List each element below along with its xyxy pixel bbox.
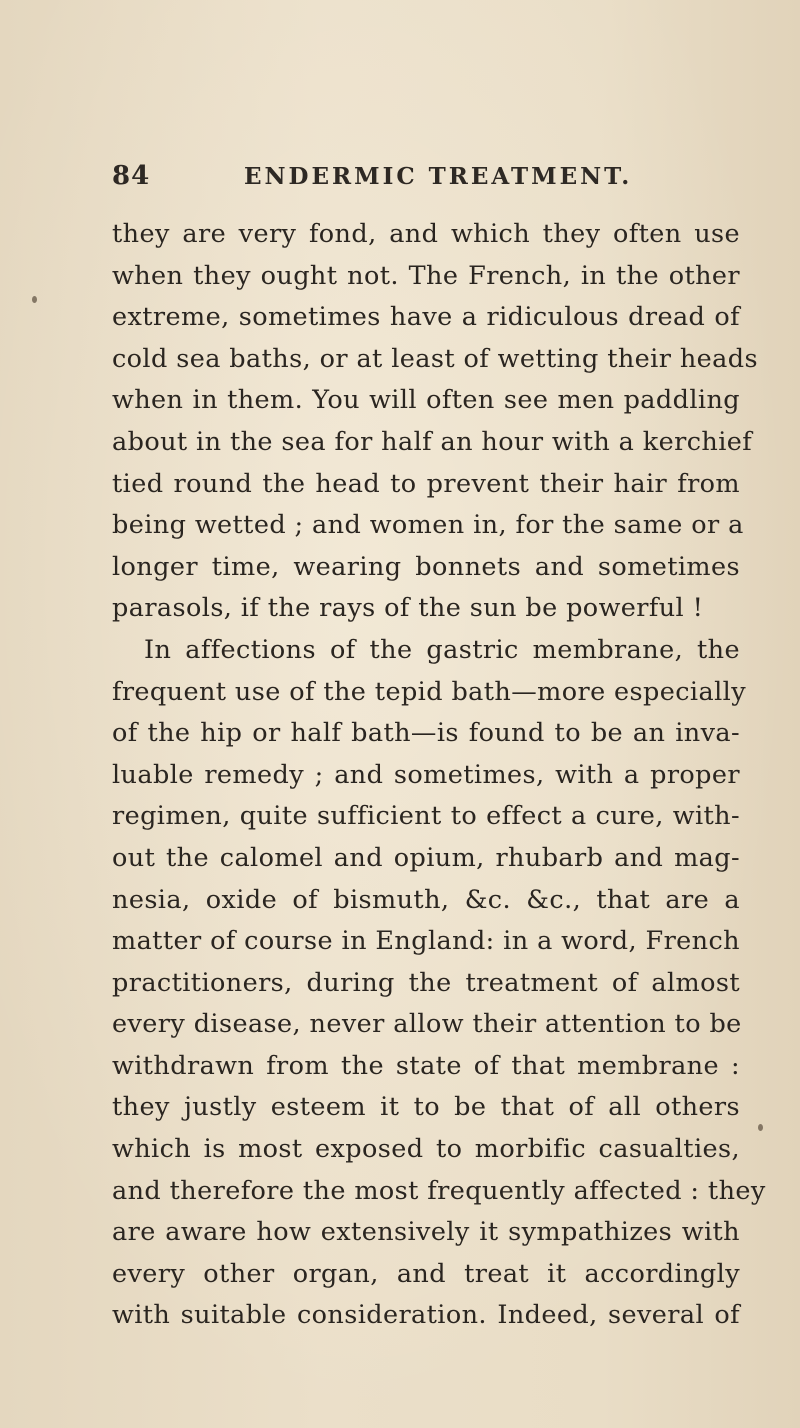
text-line: they are very fond, and which they often use [112, 219, 740, 249]
text-line: of the hip or half bath—is found to be an inva- [112, 718, 740, 749]
text-line: and therefore the most frequently affected : they [112, 1175, 766, 1206]
text-line: regimen, quite sufficient to effect a cure, with- [112, 801, 740, 832]
text-line: every disease, never allow their attention to be [112, 1009, 742, 1040]
text-line: longer time, wearing bonnets and sometimes [112, 551, 740, 582]
text-line: frequent use of the tepid bath—more especially [112, 676, 747, 707]
running-head: ENDERMIC TREATMENT. [244, 163, 633, 190]
text-line: when in them. You will often see men paddling [112, 385, 740, 416]
text-line: about in the sea for half an hour with a kerchief [112, 426, 753, 457]
text-line: with suitable consideration. Indeed, several of [112, 1300, 740, 1331]
text-line: practitioners, during the treatment of almost [112, 967, 740, 998]
text-line: matter of course in England: in a word, French [112, 926, 740, 957]
page-header [112, 161, 732, 197]
text-line: withdrawn from the state of that membrane : [112, 1050, 740, 1081]
text-line: cold sea baths, or at least of wetting their heads [112, 343, 758, 374]
text-line: which is most exposed to morbific casualties, [112, 1134, 740, 1165]
text-line: they justly esteem it to be that of all others [112, 1092, 740, 1123]
text-line: when they ought not. The French, in the other [112, 260, 740, 291]
text-line: out the calomel and opium, rhubarb and mag- [112, 842, 740, 873]
paper-speck [32, 296, 37, 303]
text-line: are aware how extensively it sympathizes with [112, 1217, 740, 1248]
text-line: tied round the head to prevent their hair from [112, 468, 740, 499]
text-line: extreme, sometimes have a ridiculous dread of [112, 302, 740, 333]
paragraph-end-line: parasols, if the rays of the sun be powerful ! [112, 593, 704, 624]
paper-speck [758, 1124, 763, 1131]
text-line: every other organ, and treat it accordingly [112, 1258, 740, 1289]
body-text [112, 214, 766, 1337]
page-number: 84 [112, 161, 151, 191]
text-line: nesia, oxide of bismuth, &c. &c., that are a [112, 884, 740, 915]
paragraph-start-line: In affections of the gastric membrane, the [144, 634, 740, 665]
text-line: being wetted ; and women in, for the same or a [112, 510, 744, 541]
text-line: luable remedy ; and sometimes, with a proper [112, 759, 740, 790]
